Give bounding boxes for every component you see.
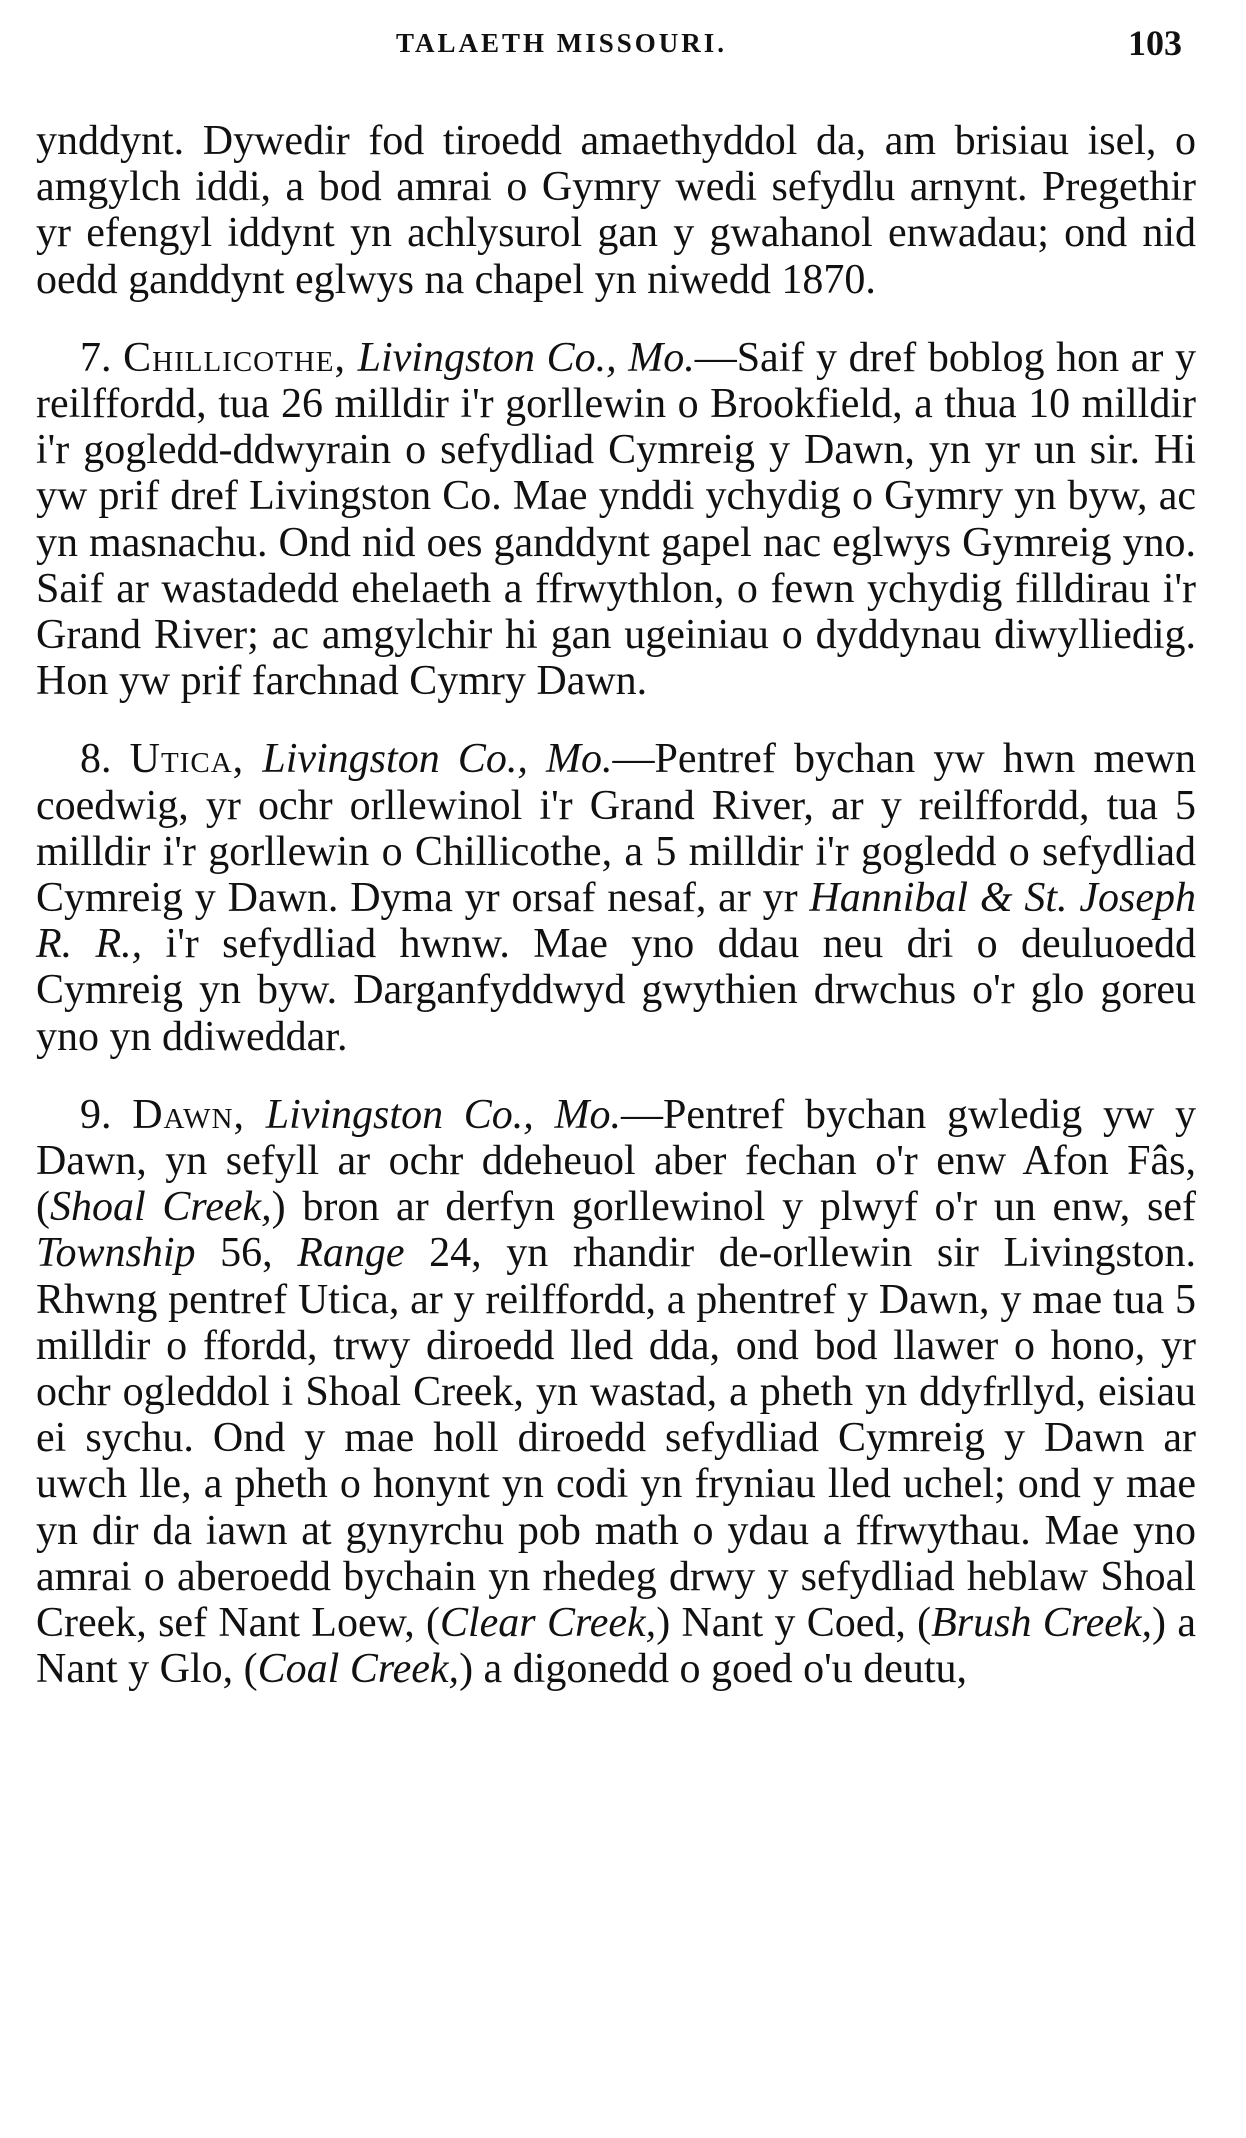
entry-text: i'r sefydliad hwnw. Mae yno ddau neu dri o deuluoedd Cymreig yn byw. Darganfyddwyd gwythien drwchus o'r glo goreu yno yn ddiweddar. [36, 921, 1196, 1060]
entry-text: ) a digonedd o goed o'u deutu, [459, 1646, 968, 1693]
county-label: Livingston Co., Mo. [262, 736, 613, 783]
entry-chillicothe [36, 335, 1196, 705]
paragraph-continued: ynddynt. Dywedir fod tiroedd amaethyddol da, am brisiau isel, o amgylch iddi, a bod amrai o Gymry wedi sefydlu arnynt. Pregethir yr efengyl iddynt yn achlysurol gan y gwahanol enwadau; ond nid oedd ganddynt eglwys na chapel yn niwedd 1870. [36, 118, 1196, 303]
running-head [36, 22, 1210, 62]
entry-dawn [36, 1092, 1196, 1693]
creek-name: Coal Creek, [257, 1646, 460, 1693]
body-text [36, 118, 1196, 1693]
page-number: 103 [1128, 23, 1182, 63]
railroad-name: Hannibal & St. Joseph R. R., [36, 875, 1196, 968]
entry-text: —Pentref bychan yw hwn mewn coedwig, yr ochr orllewinol i'r Grand River, ar y reilffordd, tua 5 milldir i'r gorllewin o Chillicothe, a 5 milldir i'r gogledd o sefydliad Cymreig y Dawn. Dyma yr orsaf nesaf, ar yr [36, 736, 1197, 922]
creek-name: Shoal Creek, [50, 1184, 272, 1231]
range-label: Range [297, 1230, 405, 1277]
place-name: Chillicothe, [123, 334, 346, 381]
entry-text: ) a Nant y Glo, ( [36, 1600, 1196, 1693]
entry-number: 8. [80, 736, 112, 783]
place-name: Utica, [129, 736, 245, 783]
entry-text: 56, [195, 1230, 298, 1277]
entry-text: 24, yn rhandir de-orllewin sir Livingston. Rhwng pentref Utica, ar y reilffordd, a phentref y Dawn, y mae tua 5 milldir o ffordd, trwy diroedd lled dda, ond bod llawer o hono, yr ochr ogleddol i Shoal Creek, yn wastad, a pheth yn ddyfrllyd, eisiau ei sychu. Ond y mae holl diroedd sefydliad Cymreig y Dawn ar uwch lle, a pheth o honynt yn codi yn fryniau lled uchel; ond y mae yn dir da iawn at gynyrchu pob math o ydau a ffrwythau. Mae yno amrai o aberoedd bychain yn rhedeg drwy y sefydliad heblaw Shoal Creek, sef Nant Loew, ( [36, 1230, 1197, 1647]
county-label: Livingston Co., Mo. [357, 334, 695, 381]
running-title: TALAETH MISSOURI. [396, 28, 728, 58]
entry-text: —Pentref bychan gwledig yw y Dawn, yn sefyll ar ochr ddeheuol aber fechan o'r enw Afon Fâs, ( [36, 1091, 1197, 1231]
entry-number: 7. [80, 334, 112, 381]
township-label: Township [36, 1230, 196, 1277]
entry-text: ) Nant y Coed, ( [656, 1600, 932, 1647]
creek-name: Brush Creek, [931, 1600, 1153, 1647]
entry-text: —Saif y dref boblog hon ar y reilffordd, tua 26 milldir i'r gorllewin o Brookfield, a thua 10 milldir i'r gogledd-ddwyrain o sefydliad Cymreig y Dawn, yn yr un sir. Hi yw prif dref Livingston Co. Mae ynddi ychydig o Gymry yn byw, ac yn masnachu. Ond nid oes ganddynt gapel nac eglwys Gymreig yno. Saif ar wastadedd ehelaeth a ffrwythlon, o fewn ychydig filldirau i'r Grand River; ac amgylchir hi gan ugeiniau o dyddynau diwylliedig. Hon yw prif farchnad Cymry Dawn. [36, 334, 1196, 705]
entry-number: 9. [80, 1091, 112, 1138]
county-label: Livingston Co., Mo. [265, 1091, 621, 1138]
creek-name: Clear Creek, [439, 1600, 657, 1647]
place-name: Dawn, [132, 1091, 245, 1138]
entry-utica [36, 736, 1196, 1059]
entry-text: ) bron ar derfyn gorllewinol y plwyf o'r un enw, sef [271, 1184, 1196, 1231]
